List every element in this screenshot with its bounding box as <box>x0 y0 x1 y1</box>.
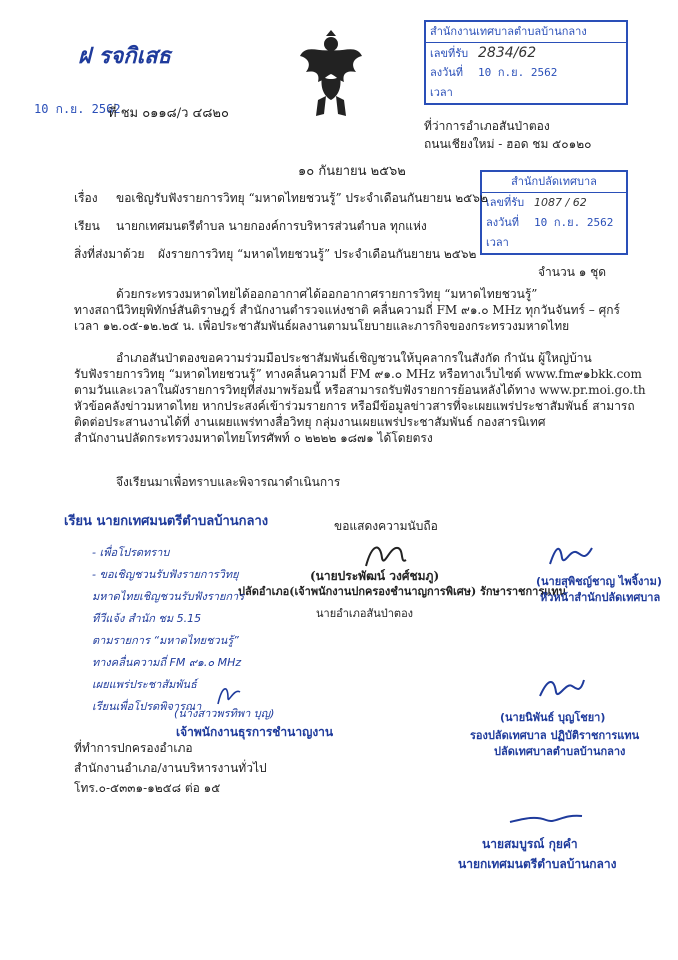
stamp-time-label: เวลา <box>430 86 453 99</box>
paragraph-line: เวลา ๑๒.๐๕-๑๒.๒๕ น. เพื่อประชาสัมพันธ์ผลงานตามนโยบายและภารกิจของกระทรวงมหาดไทย <box>74 319 570 333</box>
memo-line: - เพื่อโปรดทราบ <box>92 546 170 559</box>
approval-3-name: นายสมบูรณ์ กุยคำ <box>482 837 578 851</box>
paragraph-line: รับฟังรายการวิทยุ “มหาดไทยชวนรู้” ทางคลื่นความถี่ FM ๙๑.๐ MHz หรือทางเว็บไซต์ www.fm๙๑bkk.com <box>74 367 642 381</box>
margin-handwritten-note: ฝ รจกิเสธ <box>78 44 171 69</box>
memo-line: เรียนเพื่อโปรดพิจารณา <box>92 700 202 713</box>
arrival-date-stamp: 10 ก.ย. 2562 <box>34 102 121 116</box>
received-stamp-secondary <box>480 170 628 255</box>
paragraph-line: ด้วยกระทรวงมหาดไทยได้ออกอากาศได้ออกอากาศรายการวิทยุ “มหาดไทยชวนรู้” <box>116 287 538 301</box>
paragraph-line: หัวข้อคลังข่าวมหาดไทย หากประสงค์เข้าร่วมรายการ หรือมีข้อมูลข่าวสารที่จะเผยแพร่ประชาสัมพันธ์ สามารถ <box>74 399 635 413</box>
paragraph-line: ทางสถานีวิทยุพิทักษ์สันติราษฎร์ สำนักงานตำรวจแห่งชาติ คลื่นความถี่ FM ๙๑.๐ MHz ทุกวันจันทร์ – ศุกร์ <box>74 303 620 317</box>
officer-title: เจ้าพนักงานธุรการชำนาญงาน <box>176 725 334 739</box>
approval-1-title: หัวหน้าสำนักปลัดเทศบาล <box>540 591 661 604</box>
stamp-time-label: เวลา <box>486 236 509 249</box>
memo-heading: เรียน นายกเทศมนตรีตำบลบ้านกลาง <box>64 514 269 529</box>
enclosure-text: ผังรายการวิทยุ “มหาดไทยชวนรู้” ประจำเดือนกันยายน ๒๕๖๒ <box>158 247 477 261</box>
approval-1-name: (นายสุพิชญ์ชาญ ไพจิ้งาม) <box>536 575 662 588</box>
stamp-date-label: ลงวันที่ <box>430 66 464 79</box>
stamp-header: สำนักปลัดเทศบาล <box>482 172 626 193</box>
office-address-line1: ที่ว่าการอำเภอสันป่าตอง <box>424 119 550 133</box>
stamp-header: สำนักงานเทศบาลตำบลบ้านกลาง <box>426 22 626 43</box>
approval-2-title-2: ปลัดเทศบาลตำบลบ้านกลาง <box>494 745 626 758</box>
signer-name: (นายประพัฒน์ วงศ์ชมภู) <box>310 569 440 583</box>
paragraph-line: ติดต่อประสานงานได้ที่ งานเผยแพร่ทางสื่อวิทยุ กลุ่มงานเผยแพร่ประชาสัมพันธ์ กองสารนิเทศ <box>74 415 546 429</box>
body-paragraph-2 <box>74 350 646 446</box>
document-number: ที่ ชม ๐๑๑๘/ว ๔๘๒๐ <box>108 106 229 121</box>
garuda-emblem-icon <box>298 30 364 120</box>
paragraph-line: ตามวันและเวลาในผังรายการวิทยุที่ส่งมาพร้อมนี้ หรือสามารถรับฟังรายการย้อนหลังได้ทาง www.pr.moi.go.th <box>74 383 646 397</box>
memo-line: ทางคลื่นความถี่ FM ๙๑.๐ MHz <box>92 656 242 669</box>
signer-title-2: นายอำเภอสันป่าตอง <box>316 607 414 620</box>
to-text: นายกเทศมนตรีตำบล นายกองค์การบริหารส่วนตำบล ทุกแห่ง <box>116 219 427 233</box>
memo-line: ทีวีแจ้ง สำนัก ชม 5.15 <box>92 612 202 625</box>
memo-line: - ขอเชิญชวนรับฟังรายการวิทยุ <box>92 568 239 581</box>
footer-line-3: โทร.๐-๕๓๓๑-๑๒๕๘ ต่อ ๑๕ <box>74 781 221 795</box>
closing-line: จึงเรียนมาเพื่อทราบและพิจารณาดำเนินการ <box>116 475 341 489</box>
stamp-date-value: 10 ก.ย. 2562 <box>534 216 614 229</box>
footer-line-1: ที่ทำการปกครองอำเภอ <box>74 741 193 755</box>
stamp-number-value: 1087 / 62 <box>534 196 587 209</box>
office-address-line2: ถนนเชียงใหม่ - ฮอด ชม ๕๐๑๒๐ <box>424 137 592 151</box>
to-label: เรียน <box>74 219 100 233</box>
paragraph-line: อำเภอสันป่าตองขอความร่วมมือประชาสัมพันธ์เชิญชวนให้บุคลากรในสังกัด กำนัน ผู้ใหญ่บ้าน <box>116 351 592 365</box>
signature-approval-2-icon <box>536 674 586 704</box>
memo-line: ตามรายการ “มหาดไทยชวนรู้” <box>92 634 239 647</box>
memo-line: เผยแพร่ประชาสัมพันธ์ <box>92 678 197 691</box>
memo-line: มหาดไทยเชิญชวนรับฟังรายการ <box>92 590 245 603</box>
body-paragraph-1 <box>74 286 622 334</box>
approval-2-title-1: รองปลัดเทศบาล ปฏิบัติราชการแทน <box>470 729 640 742</box>
enclosure-label: สิ่งที่ส่งมาด้วย <box>74 247 145 261</box>
signature-approval-3-icon <box>506 806 586 832</box>
signer-title-1: ปลัดอำเภอ(เจ้าพนักงานปกครองชำนาญการพิเศษ) รักษาราชการแทน <box>238 585 567 598</box>
subject-text: ขอเชิญรับฟังรายการวิทยุ “มหาดไทยชวนรู้” ประจำเดือนกันยายน ๒๕๖๒ <box>116 191 488 205</box>
approval-3-title: นายกเทศมนตรีตำบลบ้านกลาง <box>458 857 617 871</box>
stamp-number-value: 2834/62 <box>478 45 537 61</box>
regards-line: ขอแสดงความนับถือ <box>334 519 438 533</box>
letter-date: ๑๐ กันยายน ๒๕๖๒ <box>298 164 406 179</box>
officer-name: (นางสาวพรทิพา บุญ) <box>174 707 275 720</box>
subject-label: เรื่อง <box>74 191 98 205</box>
stamp-number-label: เลขที่รับ <box>486 196 525 209</box>
footer-line-2: สำนักงานอำเภอ/งานบริหารงานทั่วไป <box>74 761 267 775</box>
enclosure-count: จำนวน ๑ ชุด <box>538 265 607 279</box>
stamp-date-value: 10 ก.ย. 2562 <box>478 66 558 79</box>
approval-2-name: (นายนิพันธ์ บุญโชยา) <box>500 711 606 724</box>
received-stamp-main <box>424 20 628 105</box>
stamp-date-label: ลงวันที่ <box>486 216 520 229</box>
stamp-number-label: เลขที่รับ <box>430 47 469 60</box>
signature-approval-1-icon <box>546 540 596 570</box>
paragraph-line: สำนักงานปลัดกระทรวงมหาดไทยโทรศัพท์ ๐ ๒๒๒๒ ๑๘๗๑ ได้โดยตรง <box>74 431 433 445</box>
signature-officer-icon <box>214 682 244 708</box>
